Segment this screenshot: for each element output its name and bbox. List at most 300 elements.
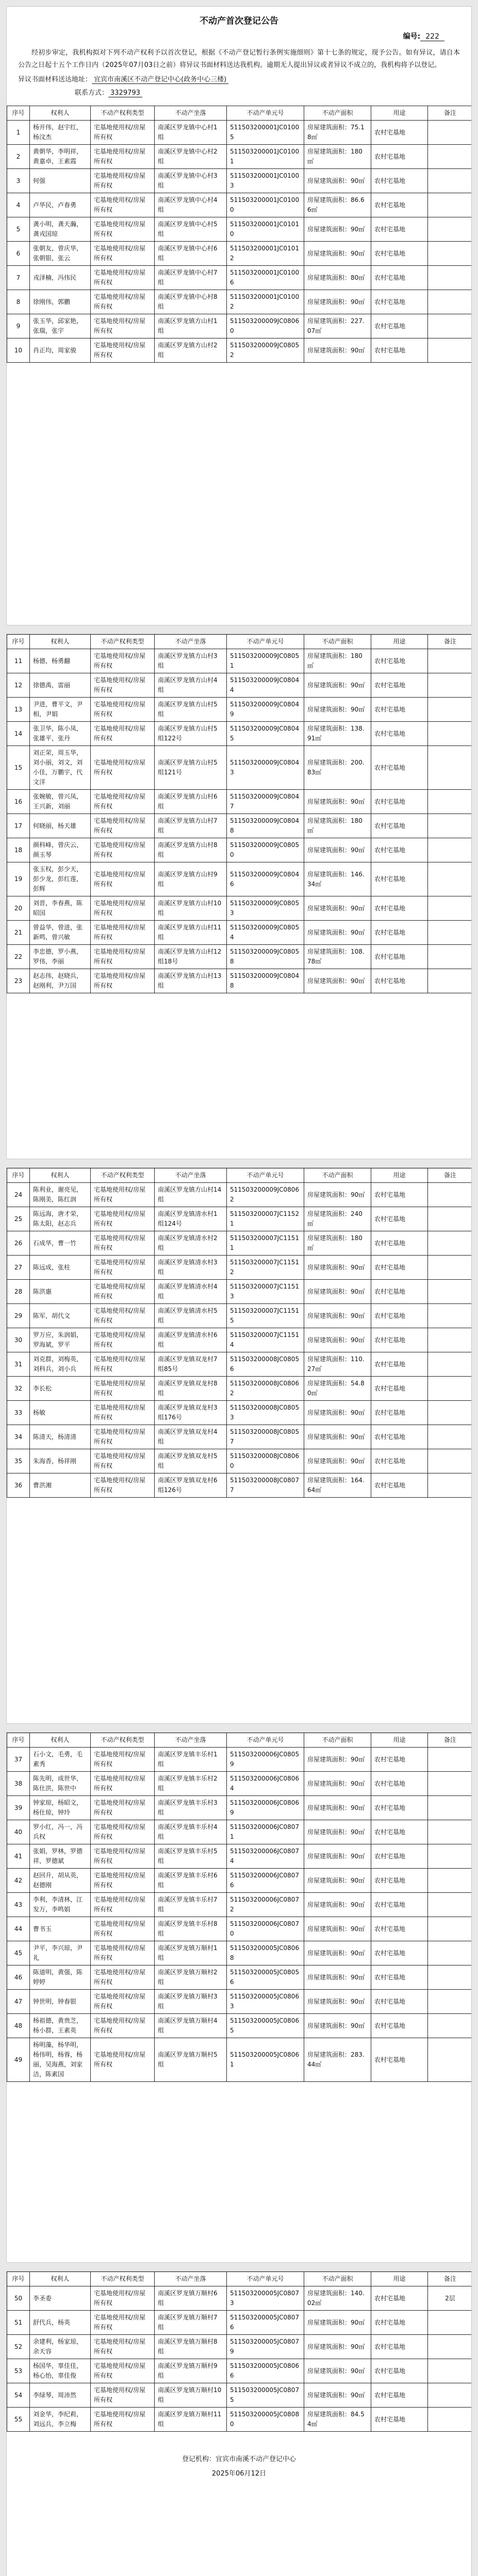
table-row [7, 1796, 472, 1820]
cell-use: 农村宅基地 [371, 1748, 428, 1772]
cell-location: 南溪区罗龙镇万顺村7组 [155, 2311, 227, 2335]
table-row [7, 1231, 472, 1256]
cell-use: 农村宅基地 [371, 145, 428, 169]
cell-location: 南溪区罗龙镇万顺村4组 [155, 2014, 227, 2038]
table-row [7, 1941, 472, 1965]
cell-owner: 杨德，杨勇翻 [30, 649, 91, 673]
cell-owner: 张卫华，陈小凤，张雄平，张丹 [30, 722, 91, 746]
cell-use: 农村宅基地 [371, 1231, 428, 1256]
cell-owner: 曹洪湘 [30, 1473, 91, 1498]
header-no: 序号 [7, 2272, 30, 2286]
cell-no: 29 [7, 1304, 30, 1328]
cell-type: 宅基地使用权/房屋所有权 [91, 945, 155, 969]
header-use: 用途 [371, 1168, 428, 1183]
cell-unit: 511503200009JC08050 [227, 838, 304, 862]
cell-note [428, 649, 472, 673]
cell-unit: 511503200006JC08070 [227, 1917, 304, 1941]
cell-use: 农村宅基地 [371, 1328, 428, 1352]
cell-area: 房屋建筑面积：140.02㎡ [304, 2286, 371, 2311]
page-2 [6, 634, 472, 1159]
cell-note [428, 1449, 472, 1473]
cell-note [428, 673, 472, 698]
header-owner: 权利人 [30, 2272, 91, 2286]
cell-type: 宅基地使用权/房屋所有权 [91, 1207, 155, 1231]
header-area: 不动产面积 [304, 1733, 371, 1748]
cell-location: 南溪区罗龙镇中心村2组 [155, 145, 227, 169]
cell-type: 宅基地使用权/房屋所有权 [91, 2383, 155, 2408]
cell-unit: 511503200001JC01005 [227, 121, 304, 145]
cell-location: 南溪区罗龙镇方山村5组121号 [155, 746, 227, 790]
table-row [7, 2408, 472, 2432]
cell-no: 2 [7, 145, 30, 169]
table-row [7, 1401, 472, 1425]
cell-note [428, 1893, 472, 1917]
cell-type: 宅基地使用权/房屋所有权 [91, 1965, 155, 1990]
cell-location: 南溪区罗龙镇中心村6组 [155, 242, 227, 266]
table-row [7, 1990, 472, 2014]
cell-owner: 曾益华，曾进，张新鸣，曾兴敏 [30, 921, 91, 945]
cell-location: 南溪区罗龙镇清水村2组 [155, 1231, 227, 1256]
cell-use: 农村宅基地 [371, 290, 428, 314]
cell-no: 48 [7, 2014, 30, 2038]
table-row [7, 1256, 472, 1280]
cell-note [428, 145, 472, 169]
cell-unit: 511503200009JC08045 [227, 722, 304, 746]
cell-type: 宅基地使用权/房屋所有权 [91, 1449, 155, 1473]
cell-owner: 陈军，胡代文 [30, 1304, 91, 1328]
cell-owner: 赵志伟，赵晓兵，赵刚利，尹万国 [30, 969, 91, 993]
cell-area: 房屋建筑面积：146.34㎡ [304, 862, 371, 896]
header-owner: 权利人 [30, 1168, 91, 1183]
cell-owner: 黄朝华，李明祥，黄嘉卓，王素霞 [30, 145, 91, 169]
cell-location: 南溪区罗龙镇清水村3组 [155, 1256, 227, 1280]
cell-location: 南溪区罗龙镇万顺村8组 [155, 2335, 227, 2359]
cell-use: 农村宅基地 [371, 1844, 428, 1869]
cell-area: 房屋建筑面积：180㎡ [304, 649, 371, 673]
cell-note [428, 1304, 472, 1328]
table-row [7, 1869, 472, 1893]
notice-address [18, 74, 460, 86]
cell-area: 房屋建筑面积：90㎡ [304, 1990, 371, 2014]
cell-no: 50 [7, 2286, 30, 2311]
cell-type: 宅基地使用权/房屋所有权 [91, 169, 155, 193]
cell-owner: 陈洪惠 [30, 1280, 91, 1304]
cell-unit: 511503200009JC08043 [227, 746, 304, 790]
cell-use: 农村宅基地 [371, 1941, 428, 1965]
cell-no: 21 [7, 921, 30, 945]
cell-no: 49 [7, 2038, 30, 2082]
cell-type: 宅基地使用权/房屋所有权 [91, 2359, 155, 2383]
cell-area: 房屋建筑面积：80㎡ [304, 266, 371, 290]
table-row [7, 2311, 472, 2335]
cell-no: 44 [7, 1917, 30, 1941]
cell-use: 农村宅基地 [371, 896, 428, 921]
cell-unit: 511503200007JC11515 [227, 1304, 304, 1328]
cell-use: 农村宅基地 [371, 1352, 428, 1377]
cell-area: 房屋建筑面积：90㎡ [304, 1328, 371, 1352]
notice-contact-value: 3329793 [108, 89, 142, 97]
cell-use: 农村宅基地 [371, 838, 428, 862]
cell-no: 34 [7, 1425, 30, 1449]
cell-no: 43 [7, 1893, 30, 1917]
cell-area: 房屋建筑面积：164.64㎡ [304, 1473, 371, 1498]
cell-area: 房屋建筑面积：90㎡ [304, 1844, 371, 1869]
cell-owner: 刘克群，刘梅英，刘科兵，刘小兵 [30, 1352, 91, 1377]
cell-type: 宅基地使用权/房屋所有权 [91, 2335, 155, 2359]
cell-note [428, 314, 472, 338]
cell-location: 南溪区罗龙镇万顺村6组 [155, 2286, 227, 2311]
cell-area: 房屋建筑面积：90㎡ [304, 2014, 371, 2038]
footer-agency: 登记机构：宜宾市南溪不动产登记中心 [182, 2455, 296, 2463]
cell-owner: 张婉敏，曾兴凤，王兴新，刘丽 [30, 790, 91, 814]
cell-note [428, 2359, 472, 2383]
cell-note [428, 838, 472, 862]
cell-location: 南溪区罗龙镇丰乐村3组 [155, 1796, 227, 1820]
cell-location: 南溪区罗龙镇方山村2组 [155, 338, 227, 363]
cell-area: 房屋建筑面积：75.18㎡ [304, 121, 371, 145]
header-unit: 不动产单元号 [227, 2272, 304, 2286]
cell-area: 房屋建筑面积：90㎡ [304, 169, 371, 193]
header-use: 用途 [371, 2272, 428, 2286]
cell-area: 房屋建筑面积：138.91㎡ [304, 722, 371, 746]
cell-area: 房屋建筑面积：90㎡ [304, 1893, 371, 1917]
cell-use: 农村宅基地 [371, 242, 428, 266]
cell-use: 农村宅基地 [371, 1377, 428, 1401]
cell-owner: 罗小红，冯一，冯兵权 [30, 1820, 91, 1844]
cell-note [428, 1844, 472, 1869]
table-header-row [7, 1168, 472, 1183]
cell-note [428, 945, 472, 969]
cell-owner: 尹平，李兴琼，尹礼 [30, 1941, 91, 1965]
register-table [7, 634, 472, 993]
cell-area: 房屋建筑面积：90㎡ [304, 1280, 371, 1304]
header-note: 备注 [428, 1168, 472, 1183]
table-row [7, 314, 472, 338]
cell-unit: 511503200006JC08059 [227, 1748, 304, 1772]
cell-unit: 511503200009JC08049 [227, 698, 304, 722]
cell-owner: 张玉华，邱家艳，张瑞，张宇 [30, 314, 91, 338]
cell-location: 南溪区罗龙镇方山村1组 [155, 314, 227, 338]
cell-type: 宅基地使用权/房屋所有权 [91, 193, 155, 217]
cell-location: 南溪区罗龙镇万顺村11组 [155, 2408, 227, 2432]
cell-location: 南溪区罗龙镇丰乐村6组 [155, 1869, 227, 1893]
cell-use: 农村宅基地 [371, 1772, 428, 1796]
cell-location: 南溪区罗龙镇万顺村5组 [155, 2038, 227, 2082]
cell-area: 房屋建筑面积：90㎡ [304, 698, 371, 722]
cell-no: 28 [7, 1280, 30, 1304]
cell-unit: 511503200001JC01002 [227, 290, 304, 314]
cell-type: 宅基地使用权/房屋所有权 [91, 862, 155, 896]
notice-contact-label: 联系方式： [75, 89, 109, 97]
cell-use: 农村宅基地 [371, 338, 428, 363]
cell-location: 南溪区罗龙镇中心村5组 [155, 217, 227, 242]
cell-note [428, 121, 472, 145]
cell-no: 17 [7, 814, 30, 838]
cell-use: 农村宅基地 [371, 1820, 428, 1844]
cell-unit: 511503200009JC08060 [227, 314, 304, 338]
cell-type: 宅基地使用权/房屋所有权 [91, 1352, 155, 1377]
cell-note [428, 1231, 472, 1256]
cell-unit: 511503200006JC08074 [227, 1844, 304, 1869]
cell-note [428, 896, 472, 921]
cell-use: 农村宅基地 [371, 217, 428, 242]
cell-note [428, 722, 472, 746]
cell-use: 农村宅基地 [371, 1917, 428, 1941]
cell-owner: 张朝友，曾庆华，张朝银，张云 [30, 242, 91, 266]
table-row [7, 722, 472, 746]
cell-type: 宅基地使用权/房屋所有权 [91, 1256, 155, 1280]
cell-area: 房屋建筑面积：90㎡ [304, 1965, 371, 1990]
table-row [7, 1280, 472, 1304]
cell-owner: 刘正荣，周玉华，刘小丽，刘文，刘小佳，万鹏宇，代文洋 [30, 746, 91, 790]
cell-owner: 徐刚伟，郭鹏 [30, 290, 91, 314]
cell-unit: 511503200001JC01000 [227, 193, 304, 217]
cell-note [428, 1473, 472, 1498]
cell-type: 宅基地使用权/房屋所有权 [91, 2286, 155, 2311]
cell-type: 宅基地使用权/房屋所有权 [91, 121, 155, 145]
cell-location: 南溪区罗龙镇方山村9组 [155, 862, 227, 896]
cell-area: 房屋建筑面积：90㎡ [304, 1449, 371, 1473]
table-row [7, 945, 472, 969]
register-table [7, 106, 472, 363]
cell-unit: 511503200005JC08079 [227, 2335, 304, 2359]
cell-location: 南溪区罗龙镇方山村10组 [155, 896, 227, 921]
cell-no: 4 [7, 193, 30, 217]
cell-area: 房屋建筑面积：90㎡ [304, 2383, 371, 2408]
cell-unit: 511503200007JC11512 [227, 1256, 304, 1280]
cell-location: 南溪区罗龙镇方山村12组18号 [155, 945, 227, 969]
cell-unit: 511503200009JC08051 [227, 649, 304, 673]
footer-date: 2025年06月12日 [211, 2470, 267, 2478]
table-row [7, 1377, 472, 1401]
cell-no: 26 [7, 1231, 30, 1256]
cell-type: 宅基地使用权/房屋所有权 [91, 1772, 155, 1796]
cell-type: 宅基地使用权/房屋所有权 [91, 1748, 155, 1772]
cell-use: 农村宅基地 [371, 746, 428, 790]
cell-owner: 张玉权，彭少天，彭少龙，彭红莲，彭辉 [30, 862, 91, 896]
cell-use: 农村宅基地 [371, 2359, 428, 2383]
cell-use: 农村宅基地 [371, 1796, 428, 1820]
header-use: 用途 [371, 635, 428, 649]
cell-note [428, 1328, 472, 1352]
cell-no: 14 [7, 722, 30, 746]
register-table [7, 1733, 472, 2082]
cell-no: 41 [7, 1844, 30, 1869]
cell-location: 南溪区罗龙镇丰乐村1组 [155, 1748, 227, 1772]
cell-no: 10 [7, 338, 30, 363]
cell-note [428, 1183, 472, 1207]
header-use: 用途 [371, 1733, 428, 1748]
cell-location: 南溪区罗龙镇丰乐村7组 [155, 1893, 227, 1917]
cell-location: 南溪区罗龙镇方山村5组122号 [155, 722, 227, 746]
cell-area: 房屋建筑面积：90㎡ [304, 1796, 371, 1820]
table-row [7, 698, 472, 722]
cell-type: 宅基地使用权/房屋所有权 [91, 242, 155, 266]
cell-owner: 李利，李清林，江发万，李鸣娟 [30, 1893, 91, 1917]
table-row [7, 338, 472, 363]
cell-area: 房屋建筑面积：108.78㎡ [304, 945, 371, 969]
cell-location: 南溪区罗龙镇中心村1组 [155, 121, 227, 145]
cell-type: 宅基地使用权/房屋所有权 [91, 814, 155, 838]
cell-location: 南溪区罗龙镇丰乐村2组 [155, 1772, 227, 1796]
cell-location: 南溪区罗龙镇丰乐村4组 [155, 1820, 227, 1844]
cell-unit: 511503200007JC11513 [227, 1280, 304, 1304]
cell-unit: 511503200005JC08066 [227, 2359, 304, 2383]
cell-no: 25 [7, 1207, 30, 1231]
cell-no: 33 [7, 1401, 30, 1425]
cell-owner: 陈远成，张柱 [30, 1256, 91, 1280]
cell-area: 房屋建筑面积：90㎡ [304, 838, 371, 862]
cell-owner: 石成华，曹一竹 [30, 1231, 91, 1256]
table-row [7, 1772, 472, 1796]
cell-use: 农村宅基地 [371, 722, 428, 746]
cell-use: 农村宅基地 [371, 1965, 428, 1990]
cell-no: 52 [7, 2335, 30, 2359]
notice-body: 经初步审定，我机构拟对下列不动产权利予以首次登记，根据《不动产登记暂行条例实施细则》第十七条的规定，现予公告。如有异议，请自本公告之日起十五个工作日内（2025年07月03日之前）将异议书面材料送达我机构。逾期无人提出异议或者异议不成立的，我机构将予以登记。 [18, 49, 460, 69]
cell-unit: 511503200008JC08053 [227, 1401, 304, 1425]
cell-use: 农村宅基地 [371, 921, 428, 945]
cell-owner: 龚小明，龚天瀚，龚戎国琼 [30, 217, 91, 242]
cell-no: 6 [7, 242, 30, 266]
cell-use: 农村宅基地 [371, 2014, 428, 2038]
cell-area: 房屋建筑面积：90㎡ [304, 673, 371, 698]
cell-location: 南溪区罗龙镇万顺村1组 [155, 1941, 227, 1965]
cell-owner: 颜科峰，曾庆云，颜玉琴 [30, 838, 91, 862]
cell-use: 农村宅基地 [371, 814, 428, 838]
table-row [7, 145, 472, 169]
cell-location: 南溪区罗龙镇清水村6组 [155, 1328, 227, 1352]
cell-unit: 511503200005JC08080 [227, 2408, 304, 2432]
table-row [7, 2383, 472, 2408]
cell-area: 房屋建筑面积：84.54㎡ [304, 2408, 371, 2432]
cell-note [428, 290, 472, 314]
header-type: 不动产权利类型 [91, 106, 155, 121]
table-row [7, 266, 472, 290]
cell-use: 农村宅基地 [371, 698, 428, 722]
cell-use: 农村宅基地 [371, 1401, 428, 1425]
header-location: 不动产坐落 [155, 1168, 227, 1183]
page-3 [6, 1167, 472, 1724]
notice-number [18, 30, 444, 43]
cell-unit: 511503200006JC08072 [227, 1893, 304, 1917]
table-row [7, 969, 472, 993]
cell-area: 房屋建筑面积：90㎡ [304, 217, 371, 242]
cell-note [428, 1207, 472, 1231]
table-row [7, 921, 472, 945]
cell-note [428, 969, 472, 993]
cell-location: 南溪区罗龙镇方山村11组 [155, 921, 227, 945]
cell-use: 农村宅基地 [371, 193, 428, 217]
cell-no: 9 [7, 314, 30, 338]
cell-use: 农村宅基地 [371, 121, 428, 145]
cell-area: 房屋建筑面积：90㎡ [304, 242, 371, 266]
cell-unit: 511503200009JC08052 [227, 338, 304, 363]
cell-location: 南溪区罗龙镇双龙村5组 [155, 1449, 227, 1473]
cell-no: 42 [7, 1869, 30, 1893]
header-no: 序号 [7, 106, 30, 121]
cell-no: 8 [7, 290, 30, 314]
cell-note [428, 2383, 472, 2408]
cell-unit: 511503200001JC01003 [227, 169, 304, 193]
cell-note [428, 2038, 472, 2082]
table-header-row [7, 635, 472, 649]
cell-no: 30 [7, 1328, 30, 1352]
cell-use: 农村宅基地 [371, 2286, 428, 2311]
cell-type: 宅基地使用权/房屋所有权 [91, 1893, 155, 1917]
header-location: 不动产坐落 [155, 1733, 227, 1748]
cell-unit: 511503200007JC11514 [227, 1328, 304, 1352]
table-row [7, 649, 472, 673]
table-row [7, 1328, 472, 1352]
notice-title: 不动产首次登记公告 [200, 16, 278, 26]
cell-note [428, 1352, 472, 1377]
cell-unit: 511503200007JC11511 [227, 1231, 304, 1256]
footer [7, 2432, 471, 2481]
cell-area: 房屋建筑面积：90㎡ [304, 2335, 371, 2359]
table-row [7, 121, 472, 145]
header-owner: 权利人 [30, 106, 91, 121]
cell-use: 农村宅基地 [371, 314, 428, 338]
table-row [7, 862, 472, 896]
cell-no: 40 [7, 1820, 30, 1844]
cell-owner: 杨敏 [30, 1401, 91, 1425]
cell-unit: 511503200009JC08046 [227, 862, 304, 896]
cell-area: 房屋建筑面积：110.27㎡ [304, 1352, 371, 1377]
cell-owner: 钟世明，钟春银 [30, 1990, 91, 2014]
cell-type: 宅基地使用权/房屋所有权 [91, 266, 155, 290]
header-area: 不动产面积 [304, 1168, 371, 1183]
cell-use: 农村宅基地 [371, 945, 428, 969]
cell-no: 32 [7, 1377, 30, 1401]
cell-type: 宅基地使用权/房屋所有权 [91, 1401, 155, 1425]
cell-location: 南溪区罗龙镇双龙村6组126号 [155, 1473, 227, 1498]
table-row [7, 746, 472, 790]
table-row [7, 1304, 472, 1328]
cell-unit: 511503200005JC08068 [227, 1941, 304, 1965]
cell-type: 宅基地使用权/房屋所有权 [91, 1869, 155, 1893]
cell-note: 2层 [428, 2286, 472, 2311]
cell-use: 农村宅基地 [371, 2311, 428, 2335]
cell-location: 南溪区罗龙镇方山村3组 [155, 649, 227, 673]
table-header-row [7, 1733, 472, 1748]
cell-area: 房屋建筑面积：90㎡ [304, 1820, 371, 1844]
cell-note [428, 266, 472, 290]
cell-location: 南溪区罗龙镇中心村4组 [155, 193, 227, 217]
cell-type: 宅基地使用权/房屋所有权 [91, 790, 155, 814]
header-unit: 不动产单元号 [227, 635, 304, 649]
header-unit: 不动产单元号 [227, 1733, 304, 1748]
cell-note [428, 193, 472, 217]
cell-owner: 朱海香，杨祥刚 [30, 1449, 91, 1473]
cell-owner: 李绿琴，周沛然 [30, 2383, 91, 2408]
cell-note [428, 1941, 472, 1965]
cell-use: 农村宅基地 [371, 2335, 428, 2359]
table-row [7, 790, 472, 814]
cell-location: 南溪区罗龙镇万顺村9组 [155, 2359, 227, 2383]
cell-no: 27 [7, 1256, 30, 1280]
cell-type: 宅基地使用权/房屋所有权 [91, 969, 155, 993]
cell-use: 农村宅基地 [371, 1207, 428, 1231]
cell-area: 房屋建筑面积：90㎡ [304, 896, 371, 921]
cell-owner: 罗万应，朱润娟，罗海斌，罗平 [30, 1328, 91, 1352]
cell-unit: 511503200005JC08065 [227, 2014, 304, 2038]
cell-location: 南溪区罗龙镇双龙村8组 [155, 1377, 227, 1401]
cell-no: 51 [7, 2311, 30, 2335]
cell-no: 45 [7, 1941, 30, 1965]
cell-unit: 511503200009JC08048 [227, 969, 304, 993]
cell-type: 宅基地使用权/房屋所有权 [91, 673, 155, 698]
cell-note [428, 1796, 472, 1820]
